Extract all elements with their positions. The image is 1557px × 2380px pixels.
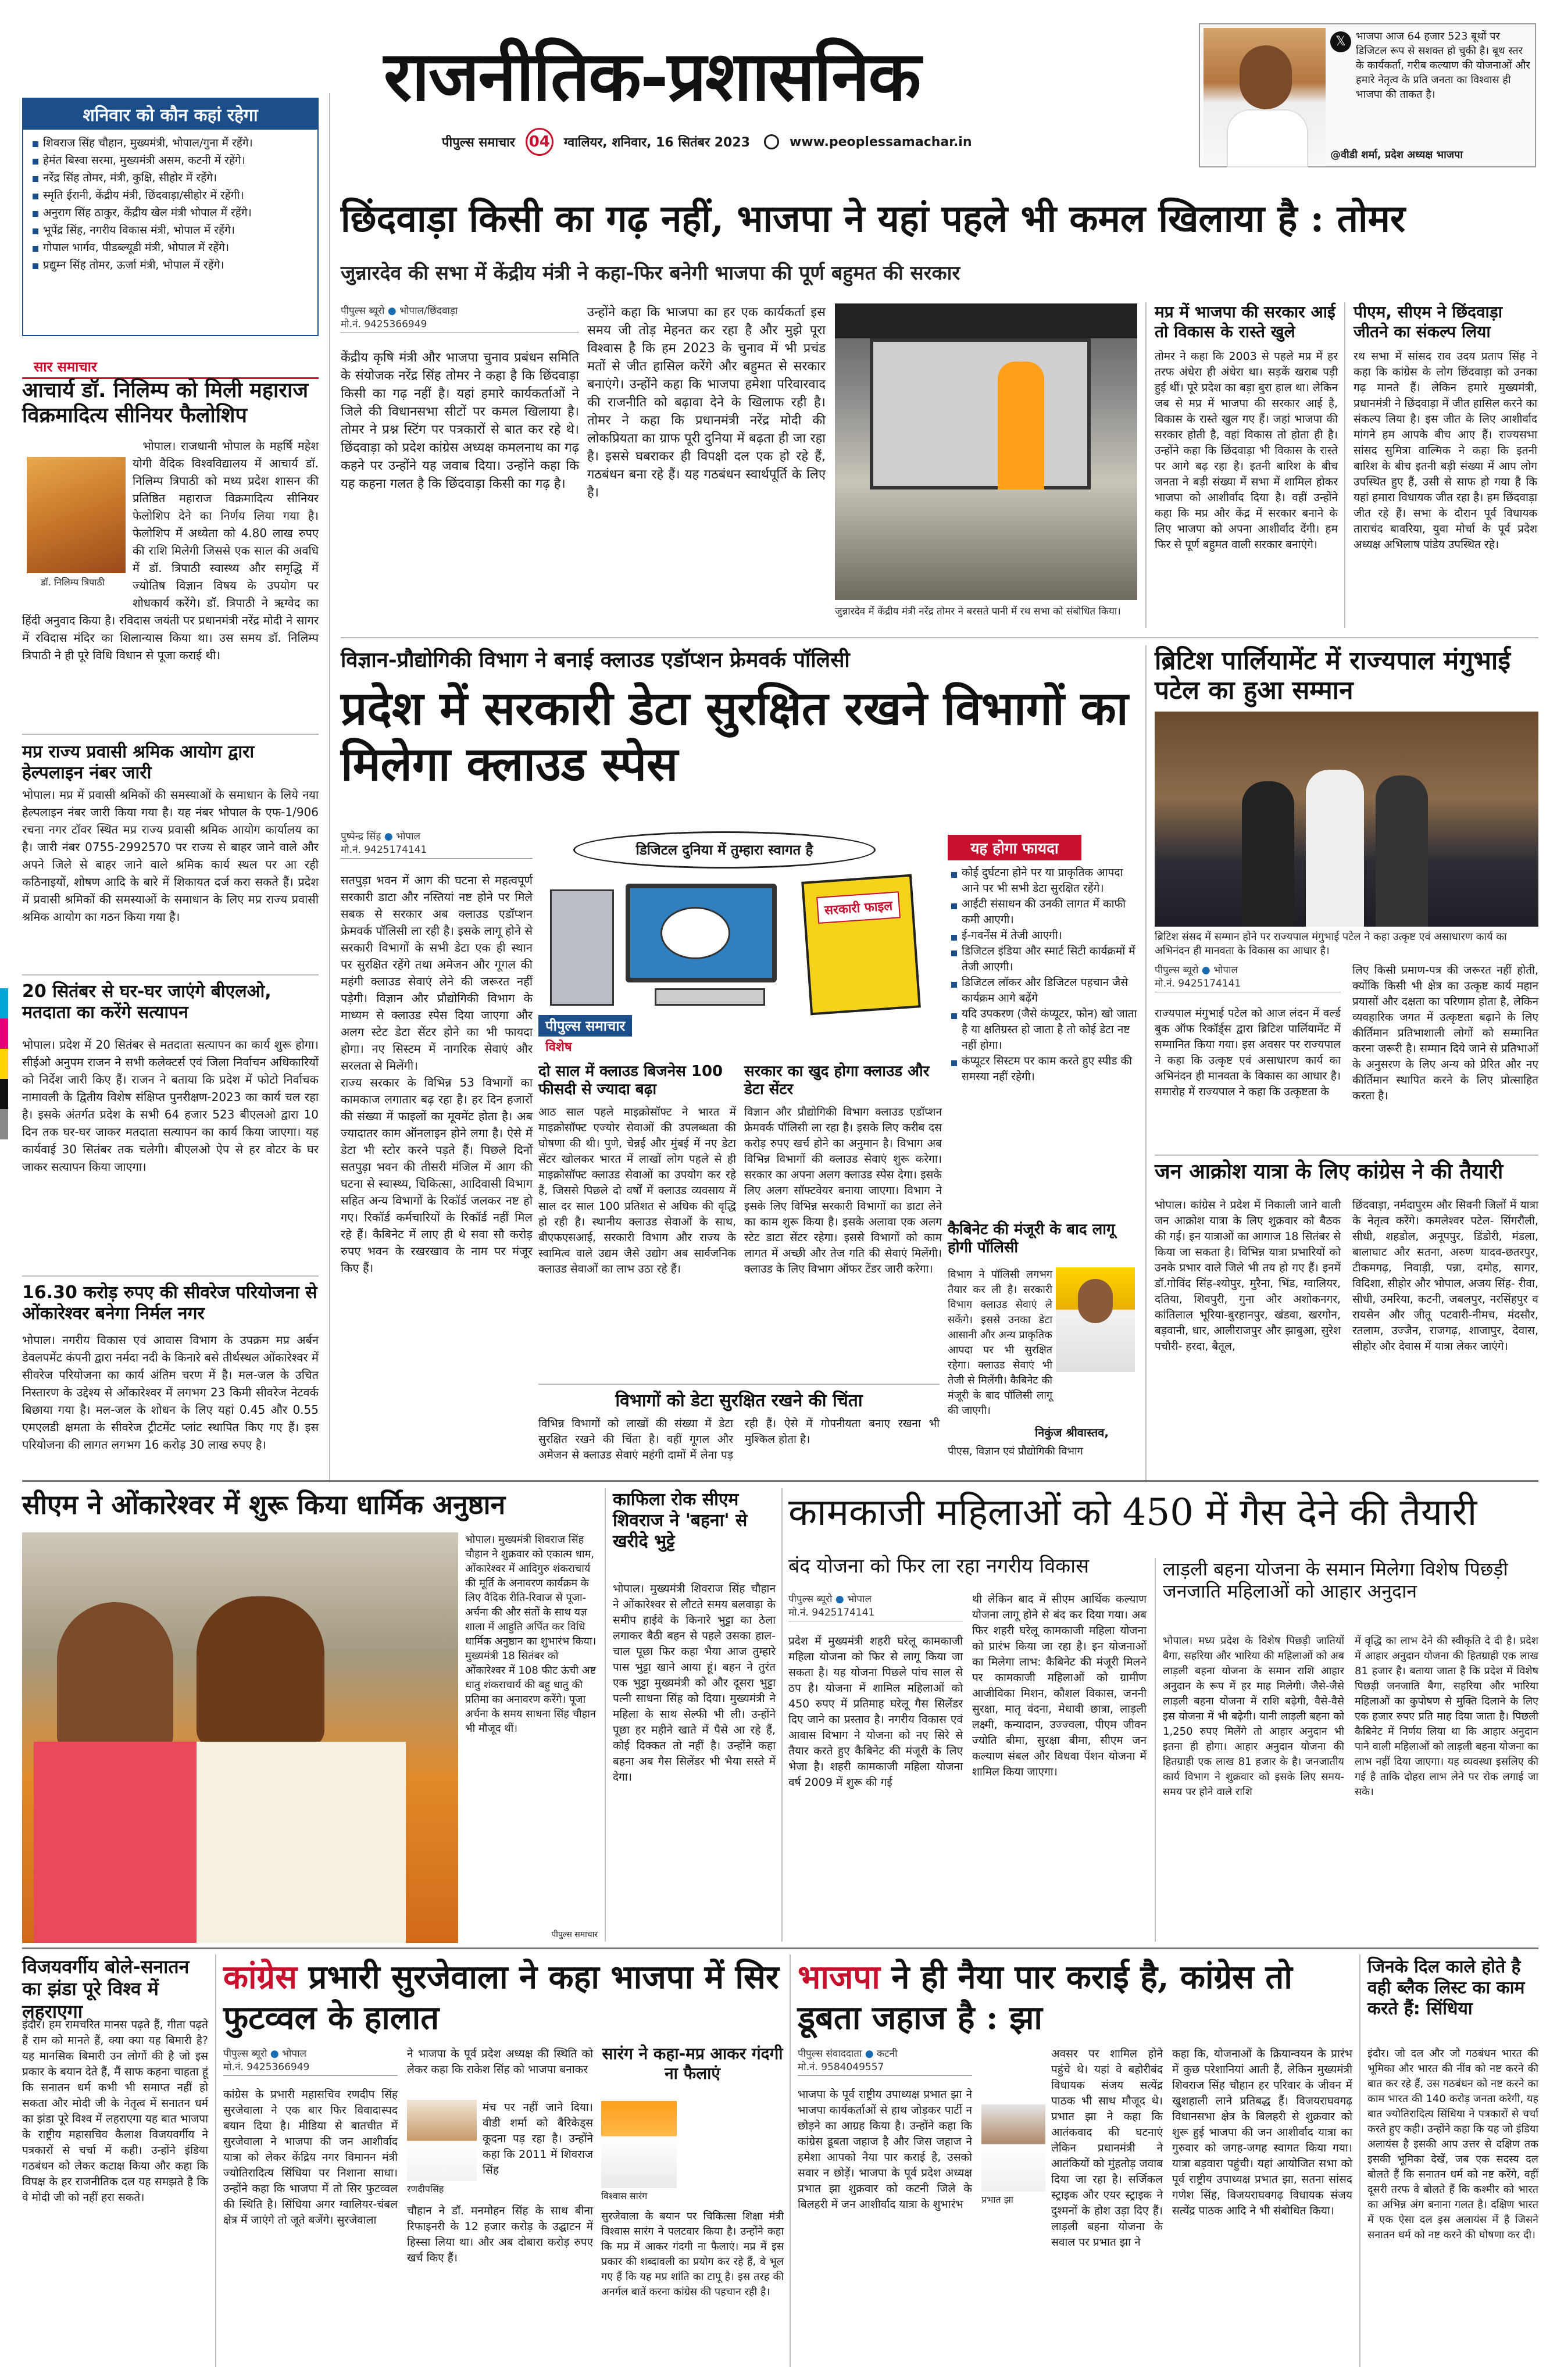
nikunj-srivastava-photo bbox=[1056, 1267, 1135, 1372]
cartoon-brand-text: पीपुल्स समाचार bbox=[538, 1015, 632, 1037]
benefit-item: डिजिटल इंडिया और स्मार्ट सिटी कार्यक्रमों में तेजी आएगी। bbox=[948, 944, 1137, 975]
column-divider bbox=[1145, 645, 1147, 1482]
bjp-govt-body: तोमर ने कहा कि 2003 से पहले मप्र में हर तरफ अंधेरा ही अंधेरा था। सड़कें खराब पड़ी हुई थीं। पूरे प्रदेश का बड़ा बुरा हाल था। लेकिन जब से मप्र में भाजपा की सरकार आई है, विकास के रास्ते खुल गए हैं। जहां भाजपा की सरकार होती है, वहां विकास तो होता ही है। उन्होंने कहा कि छिंदवाड़ा भी विकास के रास्ते पर आगे बढ़ रहा है। इतनी बारिश के बीच जनता ने बड़ी संख्या में सभा में शामिल होकर भाजपा को आशीर्वाद दिया है। वहीं उन्होंने कहा कि मप्र और केंद्र में सरकार बनाने के लिए भाजपा को अपना आशीर्वाद देंगी। हम फिर से पूर्ण बहुमत वाली सरकार बनाएंगे। bbox=[1155, 350, 1342, 551]
governor-caption: ब्रिटिश संसद में सम्मान होने पर राज्यपाल मंगुभाई पटेल ने कहा उत्कृष्ट एवं असाधारण कार्य का अभिनंदन ही मानवता के विकास का आधार है। bbox=[1155, 931, 1507, 957]
cartoon-speech-bubble: डिजिटल दुनिया में तुम्हारा स्वागत है bbox=[573, 831, 876, 869]
byline-mobile: मो.नं. 9425174141 bbox=[341, 844, 427, 856]
gas-col-2: थी लेकिन बाद में सीएम आर्थिक कल्याण योजना लागू होने से बंद कर दिया गया। अब फिर शहरी घरेलू कामकाजी महिला योजना को प्रारंभ किया जा रहा है। इन योजनाओं का मिलेगा लाभ: कैबिनेट की मंजूरी मिलने पर कामकाजी महिलाओं को ग्रामीण आजीविका मिशन, कौशल विकास, जननी सुरक्षा, मातृ वंदना, मेधावी छात्रा, लाड़ली लक्ष्मी, कन्यादान, उज्ज्वला, पीएम जीवन ज्योति बीमा, सुरक्षा बीमा, सीएम जन कल्याण संबल और विधवा पेंशन योजना में शामिल किया जाएगा। bbox=[972, 1593, 1151, 1778]
tomar-rally-photo bbox=[835, 303, 1137, 600]
cloud-sub3-body: विभिन्न विभागों को लाखों की संख्या में डेटा सुरक्षित रखने की चिंता है। वहीं गूगल और अमेजन से क्लाउड सेवाएं महंगी दामों में लेना पड़ रही हैं। ऐसे में गोपनीयता बनाए रखना भी मुश्किल होता है। bbox=[538, 1417, 944, 1461]
brief-1-title: आचार्य डॉ. निलिम्प को मिली महाराज विक्रमादित्य सीनियर फैलोशिप bbox=[22, 378, 309, 428]
header-quote-text: भाजपा आज 64 हजार 523 बूथों पर डिजिटल रूप से सशक्त हो चुकी है। बूथ स्तर के कार्यकर्ता, गरीब कल्याण की योजनाओं और हमारे नेतृत्व के प्रति जनता का विश्वास ही भाजपा की ताकत है। bbox=[1356, 30, 1530, 101]
cartoon-tag-text: विशेष bbox=[545, 1040, 572, 1055]
surjewala-headline-rest: प्रभारी सुरजेवाला ने कहा भाजपा में सिर फुटव्वल के हालात bbox=[223, 1958, 779, 2037]
saar-samachar-label bbox=[22, 356, 319, 379]
benefit-item: यदि उपकरण (जैसे कंप्यूटर, फोन) खो जाता है या क्षतिग्रस्त हो जाता है तो कोई डेटा नष्ट नहीं होगा। bbox=[948, 1006, 1137, 1053]
byline-name: पीपुल्स ब्यूरो bbox=[341, 305, 385, 317]
byline-mobile: मो.नं. 9425366949 bbox=[341, 319, 427, 330]
pm-cm-headline: पीएम, सीएम ने छिंदवाड़ा जीतने का संकल्प लिया bbox=[1354, 302, 1503, 341]
computer-illustration bbox=[550, 884, 794, 1012]
column-divider bbox=[215, 1954, 216, 2367]
cloud-sub2-title: सरकार का खुद होगा क्लाउड और डेटा सेंटर bbox=[744, 1063, 930, 1099]
whereabouts-item: हेमंत बिस्वा सरमा, मुख्यमंत्री असम, कटनी में रहेंगे। bbox=[29, 152, 312, 169]
governor-col-2: लिए किसी प्रमाण-पत्र की जरूरत नहीं होती, क्योंकि किसी भी क्षेत्र का उत्कृष्ट कार्य महान प्रयासों और दक्षता का परिणाम होता है, लेकिन व्यवहारिक जगत में उत्कृष्टता बढ़ाने के लिए कीर्तिमान प्रतिभाशाली लोगों को सम्मानित करना जरूरी है। सम्मान दिये जाने से प्रतिभाओं के अनुसरण के लिए अन्य को प्रेरित और नए कीर्तिमान स्थापित करने के लिए प्रोत्साहित करता है। bbox=[1352, 964, 1542, 1102]
sarkari-file-illustration bbox=[801, 874, 921, 1016]
x-logo-icon: 𝕏 bbox=[1330, 31, 1351, 52]
tomar-photo-caption: जुन्नारदेव में केंद्रीय मंत्री नरेंद्र तोमर ने बरसते पानी में रथ सभा को संबोधित किया। bbox=[835, 606, 1121, 617]
surjewala-photo-caption: रणदीपसिंह bbox=[407, 2184, 444, 2195]
brief-1-text: भोपाल। राजधानी भोपाल के महर्षि महेश योगी वैदिक विश्वविद्यालय में आचार्य डॉ. निलिम्प त्रिपाठी को मध्य प्रदेश शासन की प्रतिष्ठित महाराज विक्रमादित्य सीनियर फेलोशिप देने का निर्णय लिया गया है। फेलोशिप में अध्येता को 4.80 लाख रुपए की राशि मिलेगी जिससे एक साल की अवधि में डॉ. त्रिपाठी स्वास्थ्य और समृद्धि में ज्योतिष विज्ञान विषय के उपयोग पर शोधकार्य करेंगे। डॉ. त्रिपाठी ने ऋग्वेद का हिंदी अनुवाद किया है। रविदास जयंती पर प्रधानमंत्री नरेंद्र मोदी ने सागर में रविदास मंदिर का शिलान्यास किया था। उस समय डॉ. निलिम्प त्रिपाठी ने ही पूरे विधि विधान से पूजा कराई थी। bbox=[22, 439, 323, 662]
color-registration-bar bbox=[0, 988, 8, 1139]
benefit-item: ई-गवर्नेंस में तेजी आएगी। bbox=[948, 928, 1137, 944]
tomar-col-1: केंद्रीय कृषि मंत्री और भाजपा चुनाव प्रबंधन समिति के संयोजक नरेंद्र सिंह तोमर ने कहा है कि छिंदवाड़ा किसी का गढ़ नहीं है। यहां हमारे कार्यकर्ताओं ने जिले की विधानसभा सीटों पर कमल खिलाया है। तोमर ने प्रश्न स्टिंग पर पत्रकारों से बात कर रहे थे। छिंदवाड़ा को प्रदेश कांग्रेस अध्यक्ष कमलनाथ का गढ़ कहने पर उन्होंने यह जवाब दिया। उन्होंने कहा कि यह कहना गलत है कि छिंदवाड़ा किसी का गढ़ है। bbox=[341, 351, 583, 491]
page-number-badge: 04 bbox=[526, 128, 553, 156]
cloud-sub1-title: दो साल में क्लाउड बिजनेस 100 फीसदी से ज्यादा बढ़ा bbox=[538, 1063, 723, 1099]
whereabouts-item: स्मृति ईरानी, केंद्रीय मंत्री, छिंदवाड़ा/सीहोर में रहेंगी। bbox=[29, 187, 312, 204]
masthead-info-bar bbox=[442, 129, 1105, 155]
surjewala-headline bbox=[223, 1957, 781, 2038]
bhutte-body: भोपाल। मुख्यमंत्री शिवराज सिंह चौहान ने ओंकारेश्वर से लौटते समय बलवाड़ा के समीप हाईवे के किनारे भुट्टा का ठेला लगाकर बैठी बहन से पहले उसका हाल-चाल पूछा फिर कहा भैया आज तुम्हारे पास भुट्टा खाने आया हूं। बहन ने तुरंत एक भुट्टा मुख्यमंत्री को और दूसरा भुट्टा पत्नी साधना सिंह को दिया। मुख्यमंत्री ने महिला के साथ सेल्फी भी ली। उन्होंने पूछा हर महीने खाते में पैसे आ रहे हैं, कोई दिक्कत तो नहीं है। उन्होंने कहा बहना अब गैस सिलेंडर भी भैया सस्ते में देगा। bbox=[613, 1582, 780, 1784]
brief-4-body: भोपाल। नगरीय विकास एवं आवास विभाग के उपक्रम मप्र अर्बन डेवलपमेंट कंपनी द्वारा नर्मदा नदी के किनारे बसे तीर्थस्थल ओंकारेश्वर में सीवरेज परियोजना का कार्य अंतिम चरण में है। मल-जल के उचित निस्तारण के उद्देश्य से ओंकारेश्वर में लगभग 23 किमी सीवरेज नेटवर्क बिछाया गया है। मल-जल के शोधन के लिए यहां 0.45 और 0.55 एमएलडी क्षमता के सीवरेज ट्रीटमेंट प्लांट स्थापित किए गए हैं। इस परियोजना की लागत लगभग 16 करोड़ 30 लाख रुपए है। bbox=[22, 1333, 323, 1452]
column-divider bbox=[790, 1954, 791, 2367]
jan-akrosh-col-2: छिंदवाड़ा, नर्मदापुरम और सिवनी जिलों में यात्रा के नेतृत्व करेंगे। कमलेश्वर पटेल- सिंगरौली, सीधी, शहडोल, अनूपपुर, डिंडोरी, मंडला, बालाघाट और सतना, अरुण यादव-छतरपुर, टीकमगढ़, निवाड़ी, पन्ना, दमोह, सागर, विदिशा, सीहोर और भोपाल, अजय सिंह- रीवा, सीधी, उमरिया, कटनी, जबलपुर, नरसिंहपुर व रायसेन और जीतू पटवारी-नीमच, मंदसौर, रतलाम, उज्जैन, राजगढ़, शाजापुर, देवास, सीहोर और देवास में यात्रा लेकर जाएंगे। bbox=[1352, 1199, 1542, 1353]
masthead-website[interactable]: www.peoplessamachar.in bbox=[789, 134, 972, 149]
whereabouts-item: प्रद्युम्न सिंह तोमर, ऊर्जा मंत्री, भोपाल में रहेंगे। bbox=[29, 256, 312, 274]
cloud-sub3-title: विभागों को डेटा सुरक्षित रखने की चिंता bbox=[615, 1391, 863, 1411]
governor-headline: ब्रिटिश पार्लियामेंट में राज्यपाल मंगुभाई पटेल का हुआ सम्मान bbox=[1155, 646, 1510, 705]
surjewala-col-2a: ने भाजपा के पूर्व प्रदेश अध्यक्ष की स्थिति को लेकर कहा कि राकेश सिंह को भाजपा बनाकर bbox=[407, 2047, 597, 2076]
nikunj-role: पीएस, विज्ञान एवं प्रौद्योगिकी विभाग bbox=[948, 1445, 1083, 1457]
jha-col-2 bbox=[983, 2046, 1167, 2366]
whereabouts-item: शिवराज सिंह चौहान, मुख्यमंत्री, भोपाल/गुना में रहेंगे। bbox=[29, 134, 312, 152]
benefits-list bbox=[948, 865, 1137, 1085]
governor-byline: पीपुल्स ब्यूरो ● भोपाल मो.नं. 9425174141 bbox=[1155, 963, 1341, 992]
brief-3-body: भोपाल। प्रदेश में 20 सितंबर से मतदाता सत्यापन का कार्य शुरू होगा। सीईओ अनुपम राजन ने सभी कलेक्टर्स एवं जिला निर्वाचन अधिकारियों को निर्देश जारी किए हैं। राजन ने बताया कि प्रदेश में फोटो निर्वाचक नामावली के द्वितीय विशेष संक्षिप्त पुनरीक्षण-2023 का कार्य चल रहा है। इसके अंतर्गत प्रदेश के सभी 64 हजार 523 बीएलओ द्वारा 10 दिन तक घर-घर जाकर मतदाता सत्यापन का कार्य किया जाएगा। यह कार्यवाई 30 सितंबर तक चलेगी। बीएलओ ऐप से हर वोटर के घर जाकर सत्यापन किया जाएगा। bbox=[22, 1038, 323, 1174]
divider bbox=[22, 1275, 319, 1277]
vijayvargiya-body: इंदौर। हम रामचरित मानस पढ़ते हैं, गीता पढ़ते हैं राम को मानते हैं, क्या क्या यह बिमारी है? यह मानसिक बिमारी उन लोगों की है जो इस प्रकार के बयान देते हैं, मैं साफ कहना चाहता हूं कि सनातन धर्म कभी भी समाप्त नहीं हो सकता और मोदी जी के नेतृत्व में सनातन धर्म का झंडा पूरे विश्व में लहराएगा यह बात भाजपा के राष्ट्रीय महासचिव कैलाश विजयवर्गीय ने पत्रकारों से चर्चा में कही। उन्होंने इंडिया गठबंधन को लेकर कटाक्ष किया और कहा कि विपक्ष के हर राजनीतिक दल यह समझते है कि वे मोदी जी को नहीं हरा सकते। bbox=[22, 2018, 212, 2204]
cloud-cartoon bbox=[538, 831, 940, 1055]
column-divider bbox=[1359, 1954, 1360, 2367]
byline-place: भोपाल bbox=[282, 2048, 307, 2060]
brief-4-title: 16.30 करोड़ रुपए की सीवरेज परियोजना से ओंकारेश्वर बनेगा निर्मल नगर bbox=[22, 1282, 317, 1324]
jha-headline bbox=[798, 1957, 1356, 2038]
jan-akrosh-headline: जन आक्रोश यात्रा के लिए कांग्रेस ने की तैयारी bbox=[1155, 1159, 1504, 1184]
gas-subheadline: बंद योजना को फिर ला रहा नगरीय विकास bbox=[788, 1554, 1090, 1578]
pm-cm-body: रथ सभा में सांसद राव उदय प्रताप सिंह ने कहा कि कांग्रेस के लोग छिंदवाड़ा को उनका गढ़ मानते हैं। लेकिन हमारे मुख्यमंत्री, प्रधानमंत्री ने छिंदवाड़ा में जीत हासिल करने का संकल्प लिया है। इस जीत के लिए आशीर्वाद मांगने हम आपके बीच आए हैं। राज्यसभा सांसद सुमित्रा वाल्मिक ने कहा कि इतनी बारिश के बीच इतनी बड़ी संख्या में आप लोग उपस्थित हुए हैं, उसी से साफ हो गया है कि यहां हमारा विधायक जीत रहा है। हम छिंदवाड़ा जीत रहे हैं। सभा के दौरान पूर्व विधायक ताराचंद बावरिया, युवा मोर्चा के पूर्व प्रदेश अध्यक्ष अभिलाष पांडेय उपस्थित रहे। bbox=[1354, 350, 1541, 551]
nikunj-name: निकुंज श्रीवास्तव, bbox=[1035, 1425, 1109, 1439]
globe-icon bbox=[764, 134, 779, 149]
scindia-body: इंदौर। जो दल और जो गठबंधन भारत की भूमिका और भारत की नींव को नष्ट करने की बात कर रहे हैं, उस गठबंधन को नष्ट करने का काम भारत की 140 करोड़ जनता करेगी, यह बात ज्योतिरादित्य सिंधिया ने पत्रकारों से चर्चा करते हुए कही। उन्होंने कहा कि यह जो इंडिया अलायंस है इसकी आप उत्तर से दक्षिण तक इसकी भूमिका देखें, जब एक सदस्य दल बोलते हैं कि सनातन धर्म को नष्ट करेंगे, वहीं दूसरी तरफ वे बोलते हैं कि कश्मीर को भारत का अभिन्न अंग बनाना गलत है। दक्षिण भारत में एक ऐसा दल इस अलायंस में है जिसने सनातन धर्म को नष्ट करने की घोषणा कर दी। bbox=[1367, 2047, 1542, 2241]
gas-headline: कामकाजी महिलाओं को 450 में गैस देने की तैयारी bbox=[788, 1491, 1477, 1534]
cloud-cabinet-body: विभाग ने पॉलिसी लगभग तैयार कर ली है। सरकारी विभाग क्लाउड सेवाएं ले सकेंगे। इससे उनका डेटा आसानी और अन्य प्राकृतिक आपदा पर भी सुरक्षित रहेगा। क्लाउड सेवाएं भी तेजी से मिलेंगी। कैबिनेट की मंजूरी के बाद पॉलिसी लागू की जाएगी। bbox=[948, 1268, 1056, 1417]
tomar-subheadline: जुन्नारदेव की सभा में केंद्रीय मंत्री ने कहा-फिर बनेगी भाजपा की पूर्ण बहुमत की सरकार bbox=[341, 262, 960, 285]
gas-col-1: प्रदेश में मुख्यमंत्री शहरी घरेलू कामकाजी महिला योजना को फिर से लागू किया जा सकता है। यह योजना पिछले पांच साल से ठप है। योजना में शामिल महिलाओं को 450 रुपए में प्रतिमाह घरेलू गैस सिलेंडर दिए जाने का प्रस्ताव है। नगरीय विकास एवं आवास विभाग ने योजना को नए सिरे से तैयार करते हुए कैबिनेट की मंजूरी के लिए भेजा है। शहरी कामकाजी महिला योजना वर्ष 2009 में शुरू की गई bbox=[788, 1635, 967, 1789]
brief-1-body bbox=[22, 420, 323, 734]
column-divider bbox=[605, 1488, 606, 1942]
byline-name: पीपुल्स संवाददाता bbox=[798, 2048, 862, 2060]
omkareshwar-headline: सीएम ने ओंकारेश्वर में शुरू किया धार्मिक अनुष्ठान bbox=[22, 1489, 506, 1520]
nilimp-caption: डॉ. निलिम्प त्रिपाठी bbox=[41, 577, 105, 588]
byline-mobile: मो.नं. 9584049557 bbox=[798, 2061, 884, 2073]
scindia-headline: जिनके दिल काले होते है वही ब्लैक लिस्ट का काम करते हैं: सिंधिया bbox=[1367, 1957, 1525, 2019]
byline-mobile: मो.नं. 9425174141 bbox=[788, 1607, 875, 1618]
byline-name: पुष्पेन्द्र सिंह bbox=[341, 831, 381, 842]
whereabouts-list bbox=[23, 130, 317, 278]
whereabouts-box bbox=[22, 98, 319, 336]
jan-akrosh-col-1: भोपाल। कांग्रेस ने प्रदेश में निकाली जाने वाली जन आक्रोश यात्रा के लिए शुक्रवार को बैठक की गई। इन यात्राओं का आगाज 18 सितंबर से किया जा सकता है। विभिन्न यात्रा प्रभारियों को उनके प्रभार वाले जिले भी तय हो गए हैं। इनमें डॉ.गोविंद सिंह-श्योपुर, मुरैना, भिंड, ग्वालियर, दतिया, शिवपुरी, गुना और अशोकनगर, कांतिलाल भूरिया-बुरहानपुर, खंडवा, खरगोन, बड़वानी, धार, आलीराजपुर और झाबुआ, सुरेश पचौरी- हरदा, बैतूल, bbox=[1155, 1199, 1345, 1353]
divider bbox=[341, 637, 1538, 638]
governor-photo bbox=[1155, 712, 1538, 927]
benefits-box bbox=[948, 835, 1137, 1213]
divider bbox=[538, 1384, 940, 1385]
aahaar-headline: लाड़ली बहना योजना के समान मिलेगा विशेष पिछड़ी जनजाति महिलाओं को आहार अनुदान bbox=[1163, 1558, 1508, 1603]
jha-byline: पीपुल्स संवाददाता ● कटनी मो.नं. 9584049557 bbox=[798, 2046, 972, 2076]
sarang-photo-caption: विश्वास सारंग bbox=[601, 2190, 648, 2202]
surjewala-photo bbox=[407, 2100, 477, 2181]
brief-3-title: 20 सितंबर से घर-घर जाएंगे बीएलओ, मतदाता का करेंगे सत्यापन bbox=[22, 981, 272, 1023]
benefits-title: यह होगा फायदा bbox=[948, 835, 1081, 860]
bhutte-headline: काफिला रोक सीएम शिवराज ने 'बहना' से खरीदे भुट्टे bbox=[613, 1489, 748, 1552]
omkareshwar-body: भोपाल। मुख्यमंत्री शिवराज सिंह चौहान ने शुक्रवार को एकात्म धाम, ओंकारेश्वर में आदिगुरु शंकराचार्य की मूर्ति के अनावरण कार्यक्रम के लिए वैदिक रीति-रिवाज से पूजा-अर्चना की और संतों के साथ यज्ञ शाला में आहुति अर्पित कर विधि धार्मिक अनुष्ठान का शुभारंभ किया। मुख्यमंत्री 18 सितंबर को ओंकारेश्वर में 108 फीट ऊंची अष्ट धातु शंकराचार्य की बहु धातु की प्रतिमा का अनावरण करेंगे। पूजा अर्चना के समय साधना सिंह चौहान भी मौजूद थीं। bbox=[465, 1534, 600, 1735]
column-divider bbox=[1155, 1558, 1156, 1942]
column-divider bbox=[1344, 302, 1345, 628]
masthead-dateline: ग्वालियर, शनिवार, 16 सितंबर 2023 bbox=[563, 135, 750, 150]
surjewala-col-1: कांग्रेस के प्रभारी महासचिव रणदीप सिंह सुरजेवाला ने एक बार फिर विवादास्पद बयान दिया है। मीडिया से बातचीत में सुरजेवाला ने भाजपा की जन आशीर्वाद यात्रा को लेकर केंद्रिय नगर विमानन मंत्री ज्योतिरादित्य सिंधिया पर निशाना साधा। उन्होंने कहा कि भाजपा में तो सिर फुटव्वल की स्थिति है। सिंधिया अगर ग्वालियर-चंबल क्षेत्र में जाएंगे तो जूते बजेंगे। सुरजेवाला bbox=[223, 2088, 402, 2227]
divider bbox=[22, 974, 319, 975]
whereabouts-item: भूपेंद्र सिंह, नगरीय विकास मंत्री, भोपाल में रहेंगे। bbox=[29, 221, 312, 239]
byline-place: भोपाल bbox=[1213, 964, 1238, 976]
byline-mobile: मो.नं. 9425174141 bbox=[1155, 978, 1241, 989]
cloud-cabinet-title: कैबिनेट की मंजूरी के बाद लागू होगी पॉलिसी bbox=[948, 1221, 1115, 1257]
sarang-body-a bbox=[680, 2101, 784, 2206]
cloud-sub1-body: आठ साल पहले माइक्रोसॉफ्ट ने भारत में माइक्रोसॉफ्ट एज्योर सेवाओं की उपलब्धता की घोषणा की थी। पुणे, चेन्नई और मुंबई में नए डेटा सेंटर खोलकर भारत में लाखों लोग पहले से ही माइक्रोसॉफ्ट क्लाउड सेवाओं का उपयोग कर रहे हैं, जिससे पिछले दो वर्षों में क्लाउड व्यवसाय में साल दर साल 100 प्रतिशत से अधिक की वृद्धि हो रही है। स्थानीय क्लाउड सेवाओं के साथ, बीएफएसआई, सरकारी विभाग और राज्य के स्वामित्व वाले उद्यम जैसे उद्योग अब सार्वजनिक क्लाउड सेवाओं का लाभ उठा रहे हैं। bbox=[538, 1106, 740, 1275]
divider bbox=[22, 734, 319, 735]
vijayvargiya-headline: विजयवर्गीय बोले-सनातन का झंडा पूरे विश्व में लहराएगा bbox=[22, 1956, 190, 2022]
header-quote-box bbox=[1199, 23, 1536, 167]
masthead-paper-name: पीपुल्स समाचार bbox=[442, 135, 515, 150]
aahaar-col-1: भोपाल। मध्य प्रदेश के विशेष पिछड़ी जातियों बैगा, सहरिया और भारिया की महिलाओं को अब लाड़ली बहना योजना के समान राशि आहार अनुदान के रूप में हर माह मिलेगी। जैसे-जैसे लाड़ली बहना योजना में राशि बढ़ेगी, वैसे-वैसे इस योजना में भी बढ़ेगी। यानी लाड़ली बहना को 1,250 रुपए मिलेंगे तो आहार अनुदान भी इतना ही होगा। आहार अनुदान योजना की हितग्राही एक लाख 81 हजार के है। जनजातीय कार्य विभाग ने शुक्रवार को इसके लिए समय-समय पर होने वाले राशि bbox=[1163, 1635, 1348, 1798]
sarang-headline: सारंग ने कहा-मप्र आकर गंदगी ना फैलाएं bbox=[602, 2044, 783, 2083]
sarang-photo bbox=[601, 2101, 677, 2188]
byline-mobile: मो.नं. 9425366949 bbox=[223, 2061, 310, 2073]
brief-2-title: मप्र राज्य प्रवासी श्रमिक आयोग द्वारा हेल्पलाइन नंबर जारी bbox=[22, 742, 255, 783]
cartoon-brand-label bbox=[538, 1015, 632, 1056]
brief-2-body: भोपाल। मप्र में प्रवासी श्रमिकों की समस्याओं के समाधान के लिये नया हेल्पलाइन नंबर जारी किया गया है। यह नंबर भोपाल के एफ-1/906 रचना नगर टॉवर स्थित मप्र राज्य प्रवासी श्रमिक आयोग कार्यालय का है। जारी नंबर 0755-2992570 पर राज्य से बाहर जाने वाले और अपने जिले से बाहर जाने वाले श्रमिक कार्य स्थल पर आ रही कठिनाइयों, शोषण आदि के बारे में शिकायत दर्ज करा सकते हैं। प्रदेश में प्रवासी श्रमिकों की समस्याओं के समाधान के लिए मप्र राज्य प्रवासी श्रमिक आयोग का गठन किया गया है। bbox=[22, 788, 323, 924]
page-section-title: राजनीतिक-प्रशासनिक bbox=[384, 35, 920, 116]
cloud-col-1: सतपुड़ा भवन में आग की घटना से महत्वपूर्ण सरकारी डाटा और नस्तियां नष्ट होने पर मिले सबक से सरकार अब क्लाउड एडॉप्शन फ्रेमवर्क पॉलिसी ला रही है। इसके लागू होने से सरकारी विभागों के सभी डेटा एक ही स्थान पर सुरक्षित रहेंगे तथा अमेजन और गूगल की महंगी क्लाउड सेवाएं लेने की जरूरत नहीं पड़ेगी। विज्ञान और प्रौद्योगिकी विभाग के माध्यम से क्लाउड स्पेस दिया जाएगा और अलग स्टेट डेटा सेंटर होने का भी फायदा होगा। नए सिस्टम में नागरिक सेवाएं और सरलता से मिलेंगी। राज्य सरकार के विभिन्न 53 विभागों का कामकाज लगातार बढ़ रहा है। हर दिन हजारों की संख्या में फाइलों का मूवमेंट होता है। अब ज्यादातर काम ऑनलाइन होने लगा है। ऐसे में डेटा भी स्टोर करने पड़ते हैं। पिछले दिनों सतपुड़ा भवन की तीसरी मंजिल में आग की घटना से स्वास्थ्य, चिकित्सा, आदिवासी विभाग सहित अन्य विभागों के रिकॉर्ड जलकर नष्ट हो गए। रिकॉर्ड कर्मचारियों के रिकॉर्ड नहीं मिल रहे हैं। कैबिनेट में लाए ही थे सवा सौ करोड़ रुपए भवन के रखरखाव के नाम पर मंजूर किए हैं। bbox=[341, 873, 533, 1275]
byline-name: पीपुल्स ब्यूरो bbox=[1155, 964, 1199, 976]
sarang-body: सुरजेवाला के बयान पर चिकित्सा शिक्षा मंत्री विश्वास सारंग ने पलटवार किया है। उन्होंने कहा कि मप्र में आकर गंदगी ना फैलाएं। मप्र में इस प्रकार की शब्दावली का प्रयोग कर रहे हैं, वे भूल गए हैं कि यह मप्र शांति का टापू है। इस तरह की अनर्गल बातें करना कांग्रेस की पहचान रही है। bbox=[601, 2210, 787, 2298]
surjewala-col-2b: मंच पर नहीं जाने दिया। वीडी शर्मा को बैरिकेड्स कूदना पड़ रहा है। उन्होंने कहा कि 2011 में शिवराज सिंह bbox=[483, 2101, 597, 2177]
surjewala-headline-red: कांग्रेस bbox=[223, 1958, 297, 1996]
surjewala-col-2c: चौहान ने डॉ. मनमोहन सिंह के साथ बीना रिफाइनरी के 12 हजार करोड़ के उद्घाटन में हिस्सा लिया था। और अब दोबारा करोड़ रुपए खर्च किए हैं। bbox=[407, 2204, 597, 2264]
jha-col-2-text: अवसर पर शामिल होने पहुंचे थे। यहां वे बहोरीबंद विधायक संजय सत्येंद्र पाठक भी साथ मौजूद थे। प्रभात झा ने कहा कि आतंकवाद की घटनाएं लेकिन प्रधानमंत्री ने आतंकियों को मुंहतोड़ जवाब दिया जा रहा है। सर्जिकल स्ट्राइक और एयर स्ट्राइक ने दुश्मनों के होश उड़ा दिए हैं। लाड़ली बहना योजना के सवाल पर प्रभात झा ने bbox=[1051, 2047, 1167, 2249]
whereabouts-item: गोपाल भार्गव, पीडब्ल्यूडी मंत्री, भोपाल में रहेंगे। bbox=[29, 239, 312, 256]
tomar-byline: पीपुल्स ब्यूरो ● भोपाल/छिंदवाड़ा मो.नं. 9425366949 bbox=[341, 303, 579, 333]
benefit-item: कंप्यूटर सिस्टम पर काम करते हुए स्पीड की समस्या नहीं रहेगी। bbox=[948, 1053, 1137, 1085]
jha-headline-red: भाजपा bbox=[798, 1958, 880, 1996]
vd-sharma-photo bbox=[1204, 28, 1326, 164]
header-quote-author: @वीडी शर्मा, प्रदेश अध्यक्ष भाजपा bbox=[1330, 149, 1463, 161]
whereabouts-item: अनुराग सिंह ठाकुर, केंद्रीय खेल मंत्री भोपाल में रहेंगे। bbox=[29, 204, 312, 221]
divider bbox=[22, 1480, 1538, 1482]
column-divider bbox=[781, 1488, 783, 1942]
tomar-headline: छिंदवाड़ा किसी का गढ़ नहीं, भाजपा ने यहां पहले भी कमल खिलाया है : तोमर bbox=[341, 197, 1406, 241]
jha-headline-rest: ने ही नैया पार कराई है, कांग्रेस तो डूबता जहाज है : झा bbox=[798, 1958, 1292, 2037]
cloud-headline: प्रदेश में सरकारी डेटा सुरक्षित रखने विभागों का मिलेगा क्लाउड स्पेस bbox=[341, 681, 1129, 791]
byline-place: भोपाल bbox=[847, 1593, 872, 1605]
tomar-col-2: उन्होंने कहा कि भाजपा का हर एक कार्यकर्ता इस समय जी तोड़ मेहनत कर रहा है और मुझे पूरा विश्वास है कि हम 2023 के चुनाव में भी प्रचंड मतों से जीत हासिल करेंगे और बहुमत से सरकार बनाएंगे। उन्होंने कहा कि भाजपा हमेशा परिवारवाद की राजनीति को बढ़ावा देने के खिलाफ रही है। तोमर ने कहा कि प्रधानमंत्री नरेंद्र मोदी की लोकप्रियता का ग्राफ पूरी दुनिया में बढ़ता ही जा रहा है। इससे घबराकर ही विपक्षी दल एक हो रहे हैं, गठबंधन बना रहे हैं। यह गठबंधन स्वार्थपूर्ति के लिए है। bbox=[587, 305, 830, 500]
aahaar-col-2: में वृद्धि का लाभ देने की स्वीकृति दे दी है। प्रदेश में आहार अनुदान योजना की हितग्राही एक लाख 81 हजार है। बताया जाता है कि प्रदेश में विशेष पिछड़ी जनजाति बैगा, सहरिया और भारिया महिलाओं का कुपोषण से मुक्ति दिलाने के लिए एक हजार रुपए प्रति माह दिया जाता है। पिछली कैबिनेट में निर्णय लिया था कि आहार अनुदान पाने वाली महिलाओं को लाड़ली बहना योजना का लाभ नहीं दिया जाएगा। यह व्यवस्था इसलिए की गई है ताकि दोहरा लाभ लेने पर रोक लगाई जा सके। bbox=[1355, 1635, 1542, 1798]
byline-place: कटनी bbox=[877, 2048, 898, 2060]
cloud-kicker: विज्ञान-प्रौद्योगिकी विभाग ने बनाई क्लाउड एडॉप्शन फ्रेमवर्क पॉलिसी bbox=[341, 648, 850, 672]
benefit-item: कोई दुर्घटना होने पर या प्राकृतिक आपदा आने पर भी सभी डेटा सुरक्षित रहेंगे। bbox=[948, 865, 1137, 896]
whereabouts-item: नरेंद्र सिंह तोमर, मंत्री, कुक्षि, सीहोर में रहेंगे। bbox=[29, 169, 312, 187]
byline-place: भोपाल/छिंदवाड़ा bbox=[399, 305, 458, 317]
surjewala-byline: पीपुल्स ब्यूरो ● भोपाल मो.नं. 9425366949 bbox=[223, 2046, 398, 2076]
byline-place: भोपाल bbox=[396, 831, 421, 842]
gas-byline: पीपुल्स ब्यूरो ● भोपाल मो.नं. 9425174141 bbox=[788, 1592, 963, 1621]
byline-name: पीपुल्स ब्यूरो bbox=[223, 2048, 267, 2060]
divider bbox=[22, 1947, 1538, 1949]
benefit-item: आईटी संसाधन की उनकी लागत में काफी कमी आएगी। bbox=[948, 896, 1137, 928]
whereabouts-title: शनिवार को कौन कहां रहेगा bbox=[23, 99, 317, 130]
saar-samachar-title: सार समाचार bbox=[22, 356, 109, 377]
cloud-byline: पुष्पेन्द्र सिंह ● भोपाल मो.नं. 9425174141 bbox=[341, 829, 533, 859]
bjp-govt-headline: मप्र में भाजपा की सरकार आई तो विकास के रास्ते खुले bbox=[1155, 302, 1335, 341]
jha-col-1: भाजपा के पूर्व राष्ट्रीय उपाध्यक्ष प्रभात झा ने भाजपा कार्यकर्ताओं से हाथ जोड़कर पार्टी न छोड़ने का आग्रह किया है। उन्होंने कहा कि कांग्रेस डूबता जहाज है और जिस जहाज ने हमेशा आपको नैया पार कराई है, उसको सवार न छोड़ें। भाजपा के पूर्व प्रदेश अध्यक्ष प्रभात झा शुक्रवार को कटनी जिले के बिलहरी में जन आशीर्वाद यात्रा के शुभारंभ bbox=[798, 2088, 976, 2211]
omkareshwar-credit: पीपुल्स समाचार bbox=[551, 1930, 598, 1939]
column-divider bbox=[329, 93, 330, 1482]
jha-photo-caption: प्रभात झा bbox=[981, 2194, 1013, 2205]
cartoon-file-label: सरकारी फाइल bbox=[816, 891, 901, 924]
divider bbox=[1155, 1155, 1538, 1156]
column-divider bbox=[1145, 302, 1147, 628]
byline-name: पीपुल्स ब्यूरो bbox=[788, 1593, 833, 1605]
benefit-item: डिजिटल लॉकर और डिजिटल पहचान जैसे कार्यक्रम आगे बढ़ेंगे bbox=[948, 975, 1137, 1006]
cloud-sub2-body: विज्ञान और प्रौद्योगिकी विभाग क्लाउड एडॉप्शन फ्रेमवर्क पॉलिसी ला रहा है। इसके लिए करीब दस करोड़ रुपए खर्च होने का अनुमान है। विभाग अब विभिन्न विभागों की क्लाउड सेवाएं शुरू करेगा। सरकार का अपना अलग क्लाउड स्पेस देगा। इसके लिए अलग सॉफ्टवेयर बनाया जाएगा। विभाग ने इसके लिए विभिन्न सरकारी विभागों का डाटा लेने का काम शुरू किया है। इसके अलावा एक अलग स्टेट डाटा सेंटर रहेगा। इससे विभागों को काम लागत में अच्छी और तेज गति की सेवाएं मिलेंगी। क्लाउड के लिए विभाग ऑफर टेंडर जारी करेगा। bbox=[744, 1106, 946, 1275]
jha-col-3: कहा कि, योजनाओं के क्रियान्वयन के प्रारंभ में कुछ परेशानियां आती हैं, लेकिन मुख्यमंत्री शिवराज सिंह चौहान हर परिवार के जीवन में खुशहाली लाने प्रतिबद्ध हैं। विजयराघवगढ़ विधानसभा क्षेत्र के बिलहरी से शुक्रवार को शुरू हुई भाजपा की जन आशीर्वाद यात्रा का गुरुवार को जगह-जगह स्वागत किया गया। यात्रा बड़वारा पहुंची। यहां आयोजित सभा को पूर्व राष्ट्रीय उपाध्यक्ष प्रभात झा, सतना सांसद गणेश सिंह, विजयराघवगढ़ विधायक संजय सत्येंद्र पाठक आदि ने भी संबोधित किया। bbox=[1172, 2047, 1356, 2217]
governor-col-1: राज्यपाल मंगुभाई पटेल को आज लंदन में वर्ल्ड बुक ऑफ रिकॉर्ड्स द्वारा ब्रिटिश पार्लियामेंट में सम्मानित किया गया। इस अवसर पर राज्यपाल ने कहा कि उत्कृष्ट एवं असाधारण कार्य का अभिनंदन ही मानवता के विकास का आधार है। समारोह में राज्यपाल ने कहा कि उत्कृष्टता के bbox=[1155, 1007, 1345, 1098]
omkareshwar-photo bbox=[22, 1532, 458, 1943]
